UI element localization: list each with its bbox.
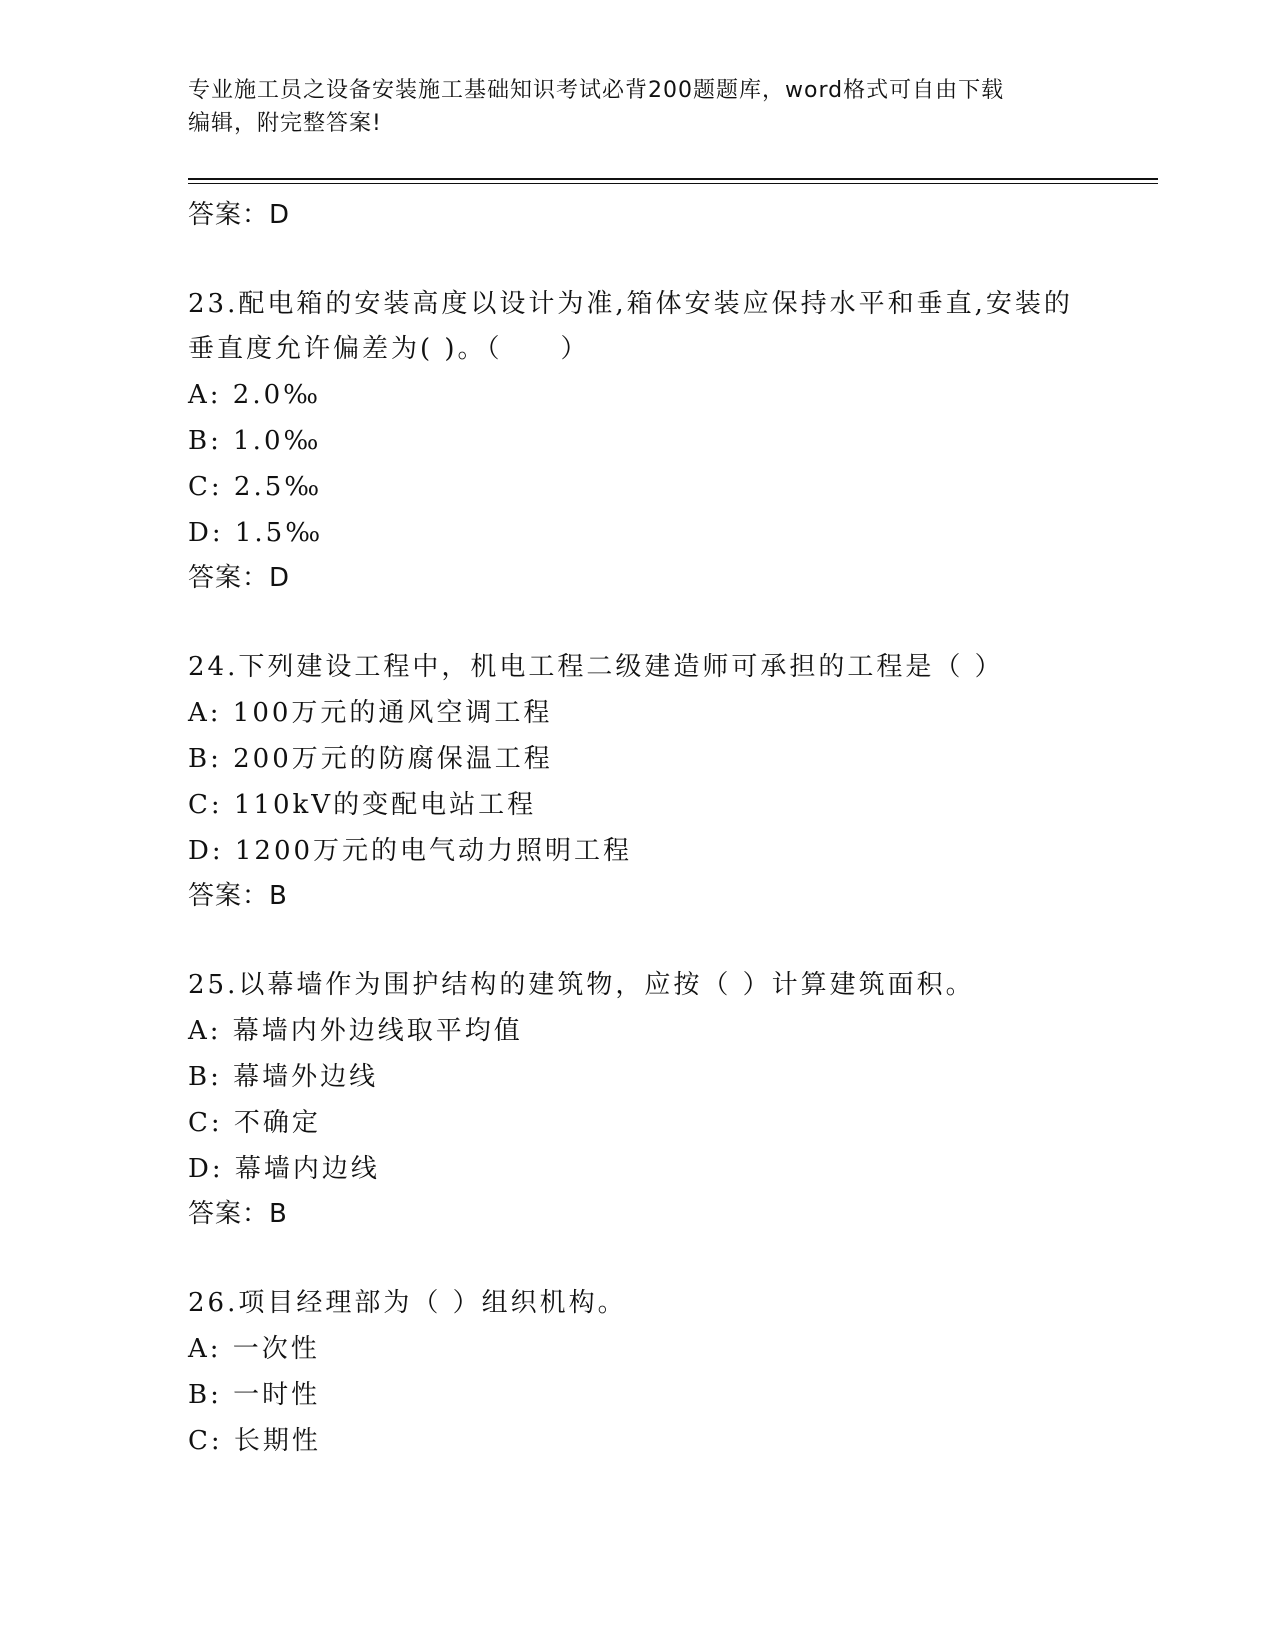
question-26 bbox=[188, 1281, 1158, 1464]
answer-label: 答案：D bbox=[188, 563, 291, 593]
option-b: B: 一时性 bbox=[188, 1380, 321, 1410]
answer-label: 答案：B bbox=[188, 1199, 288, 1229]
question-list bbox=[188, 193, 1158, 1464]
option-a: A: 2.0‰ bbox=[188, 380, 322, 410]
answer-label: 答案：D bbox=[188, 200, 291, 230]
option-b: B: 200万元的防腐保温工程 bbox=[188, 744, 553, 774]
document-header bbox=[188, 74, 1088, 140]
answer-label: 答案：B bbox=[188, 881, 288, 911]
header-divider-thin bbox=[188, 183, 1158, 184]
option-d: D: 1200万元的电气动力照明工程 bbox=[188, 836, 633, 866]
header-line-1: 专业施工员之设备安装施工基础知识考试必背200题题库，word格式可自由下载 bbox=[188, 78, 1005, 103]
question-stem: 26.项目经理部为（ ）组织机构。 bbox=[188, 1288, 627, 1318]
question-stem: 25.以幕墙作为围护结构的建筑物，应按（ ）计算建筑面积。 bbox=[188, 970, 975, 1000]
header-divider bbox=[188, 178, 1158, 180]
header-line-2: 编辑，附完整答案! bbox=[188, 111, 382, 136]
question-25 bbox=[188, 963, 1158, 1237]
option-b: B: 幕墙外边线 bbox=[188, 1062, 379, 1092]
option-c: C: 不确定 bbox=[188, 1108, 321, 1138]
question-stem: 23.配电箱的安装高度以设计为准,箱体安装应保持水平和垂直,安装的 bbox=[188, 289, 1073, 319]
option-b: B: 1.0‰ bbox=[188, 426, 322, 456]
option-d: D: 1.5‰ bbox=[188, 518, 324, 548]
option-c: C: 长期性 bbox=[188, 1426, 321, 1456]
question-stem: 24.下列建设工程中，机电工程二级建造师可承担的工程是（ ） bbox=[188, 652, 1004, 682]
option-a: A: 100万元的通风空调工程 bbox=[188, 698, 553, 728]
question-23 bbox=[188, 282, 1158, 601]
option-c: C: 110kV的变配电站工程 bbox=[188, 790, 537, 820]
option-d: D: 幕墙内边线 bbox=[188, 1154, 380, 1184]
question-24 bbox=[188, 645, 1158, 919]
option-c: C: 2.5‰ bbox=[188, 472, 323, 502]
question-stem-continued: 垂直度允许偏差为( )。（ ） bbox=[188, 334, 590, 364]
option-a: A: 幕墙内外边线取平均值 bbox=[188, 1016, 523, 1046]
option-a: A: 一次性 bbox=[188, 1334, 320, 1364]
